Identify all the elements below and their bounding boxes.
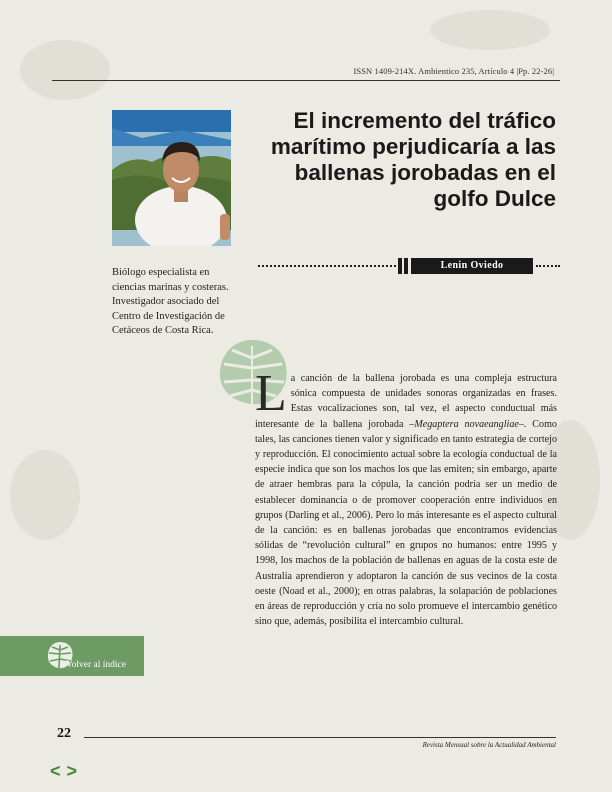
page-number: 22	[57, 726, 71, 741]
body-text-part: –. Como tales, las canciones tienen valor y significado en tanto estrategia de cortejo y reproducción. El conocimiento actual sobre la ecología conductual de la especie indica que son los machos los que las emiten; sin embargo, aparte de atraer hembras para la cópula, la canción podría ser un medio de establecer dominancia o de promover cooperación entre individuos en grupos (Darling et al., 2006). Pero lo más interesante es el aspecto cultural de la canción: es en ballenas jorobadas que encontramos evidencias sólidas de “revolución cultural” en grupos no humanos: entre 1995 y 1998, los machos de la población de ballenas en aguas de la costa este de Australia aprendieron y adoptaron la canción de sus vecinos de la costa oeste (Noad et al., 2000); en otras palabras, la solapación de poblaciones en áreas de reproducción y cría no solo promueve el intercambio genético sino que, además, posibilita el intercambio cultural.	[255, 418, 557, 628]
article-body	[255, 365, 557, 629]
paper-texture	[10, 450, 80, 540]
species-name: Megaptera novaeangliae	[414, 418, 519, 430]
back-to-index-label: Volver al índice	[66, 660, 126, 670]
article-title: El incremento del tráfico marítimo perjudicaría a las ballenas jorobadas en el golfo Dulce	[270, 108, 556, 211]
body-text-part: a canción de la ballena jorobada es una compleja estructura sónica compuesta de unidades sonoras organizadas en frases. Estas vocalizaciones son, tal vez, el aspecto conductual más interesante de la ballena jorobada –	[255, 373, 557, 430]
magazine-tagline: Revista Mensual sobre la Actualidad Ambiental	[422, 741, 556, 749]
page-navigation	[50, 762, 77, 780]
issn-header: ISSN 1409-214X. Ambientico 235, Artículo 4 |Pp. 22-26|	[353, 66, 554, 76]
previous-page-button[interactable]: <	[50, 761, 61, 781]
next-page-button[interactable]: >	[66, 761, 78, 781]
header-divider	[52, 80, 560, 81]
author-banner	[258, 257, 560, 275]
paper-texture	[20, 40, 110, 100]
drop-cap: L	[255, 365, 287, 422]
author-photo	[112, 110, 231, 246]
dotted-rule	[536, 265, 560, 267]
banner-bar	[398, 258, 402, 274]
back-to-index-button[interactable]	[0, 636, 144, 676]
author-bio: Biólogo especialista en ciencias marinas y costeras. Investigador asociado del Centro de Investigación de Cetáceos de Costa Rica.	[112, 267, 229, 337]
footer-divider	[84, 737, 556, 738]
paper-texture	[430, 10, 550, 50]
dotted-rule	[258, 265, 396, 267]
author-name: Lenin Oviedo	[411, 258, 533, 274]
banner-bar	[404, 258, 408, 274]
